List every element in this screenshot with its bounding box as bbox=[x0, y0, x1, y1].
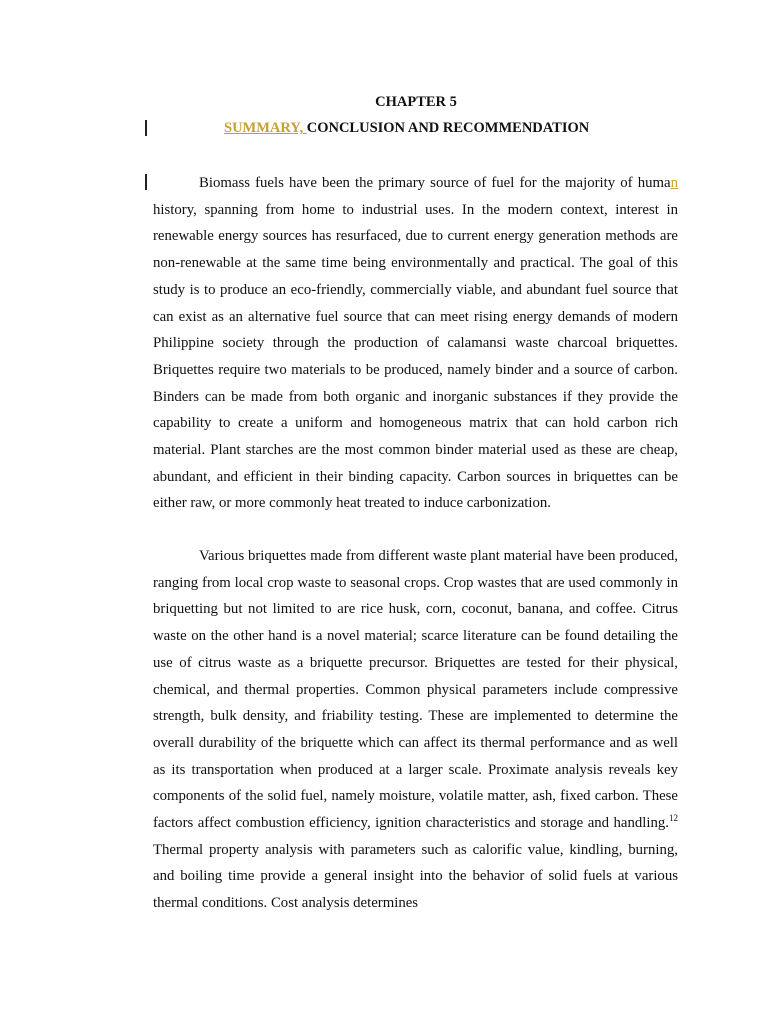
paragraph2-part1: Various briquettes made from different waste plant material have been produced, ranging from local crop waste to seasonal crops. Crop wastes that are used commonly in briquetting but not limited to are rice husk, corn, coconut, banana, and coffee. Citrus waste on the other hand is a novel material; scarce literature can be found detailing the use of citrus waste as a briquette precursor. Briquettes are tested for their physical, chemical, and thermal properties. Common physical parameters include compressive strength, bulk density, and friability testing. These are implemented to determine the overall durability of the briquette which can affect its thermal performance and as well as its transportation when produced at a larger scale. Proximate analysis reveals key components of the solid fuel, namely moisture, volatile matter, ash, fixed carbon. These factors affect combustion efficiency, ignition characteristics and storage and handling. bbox=[153, 548, 678, 832]
change-bar-title bbox=[145, 120, 147, 136]
chapter-title-rest: CONCLUSION AND RECOMMENDATION bbox=[306, 120, 590, 136]
paragraph2-part2: Thermal property analysis with parameters such as calorific value, kindling, burning, and boiling time provide a general insight into the behavior of solid fuels at various thermal conditions. Cost analysis determines bbox=[153, 841, 678, 912]
chapter-title bbox=[224, 120, 589, 137]
paragraph1-main: Biomass fuels have been the primary source of fuel for the majority of huma bbox=[199, 175, 671, 191]
paragraph-briquettes bbox=[153, 543, 678, 917]
paragraph-summary bbox=[153, 170, 678, 517]
chapter-heading: CHAPTER 5 bbox=[375, 94, 457, 110]
paragraph1-rest: history, spanning from home to industrial uses. In the modern context, interest in renewable energy sources has resurfaced, due to current energy generation methods are non-renewable at the same time being environmentally and practical. The goal of this study is to produce an eco-friendly, commercially viable, and abundant fuel source that can exist as an alternative fuel source that can meet rising energy demands of modern Philippine society through the production of calamansi waste charcoal briquettes. Briquettes require two materials to be produced, namely binder and a source of carbon. Binders can be made from both organic and inorganic substances if they provide the capability to create a uniform and homogeneous matrix that can hold carbon rich material. Plant starches are the most common binder material used as these are cheap, abundant, and efficient in their binding capacity. Carbon sources in briquettes can be either raw, or more commonly heat treated to induce carbonization. bbox=[153, 201, 678, 512]
change-bar-paragraph bbox=[145, 174, 147, 190]
citation-superscript: 12 bbox=[669, 813, 678, 824]
tracked-insertion-title: SUMMARY, bbox=[224, 120, 307, 136]
tracked-insertion-char: n bbox=[670, 175, 678, 191]
